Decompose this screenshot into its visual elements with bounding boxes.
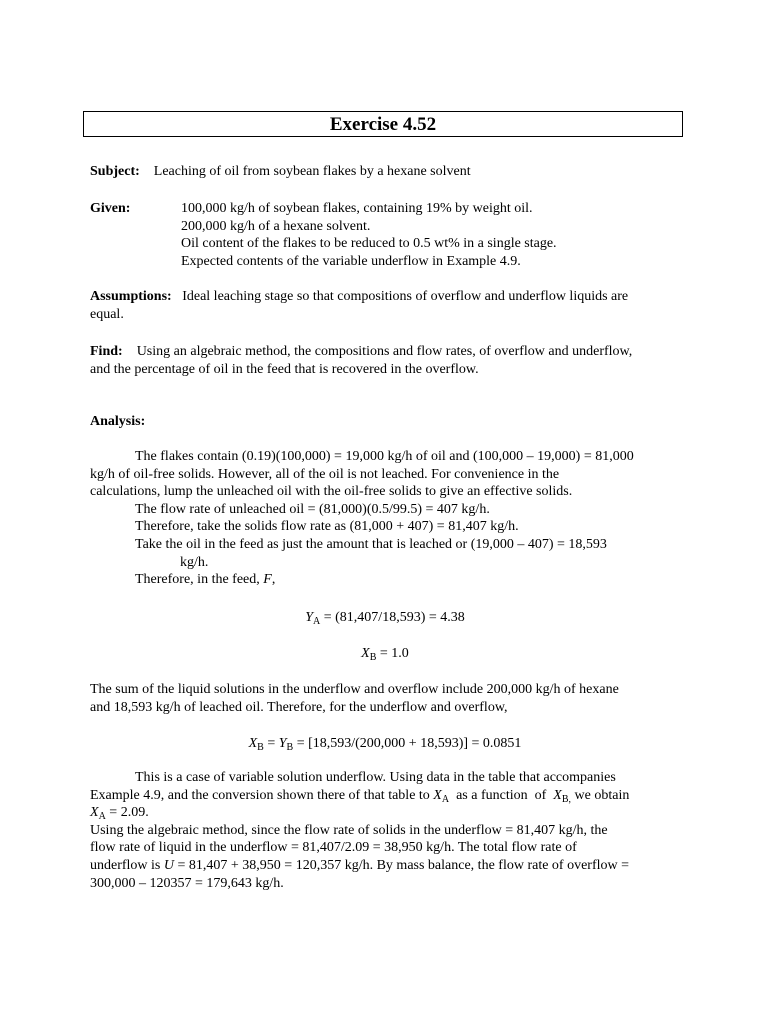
- text-line: The flow rate of unleached oil = (81,000)(0.5/99.5) = 407 kg/h.: [135, 501, 490, 517]
- text-line: kg/h.: [180, 554, 209, 570]
- exercise-title: Exercise 4.52: [83, 111, 683, 137]
- text-line: Example 4.9, and the conversion shown there of that table to $X_A$ as a function of $X_{B,}$ we obtain: [90, 787, 630, 805]
- assumptions-section: [90, 288, 680, 323]
- sum-paragraph: [90, 681, 680, 716]
- text-line: 300,000 – 120357 = 179,643 kg/h.: [90, 875, 284, 891]
- given-item: 200,000 kg/h of a hexane solvent.: [181, 218, 371, 234]
- equation-xb-yb: $X_B = Y_B = [18,593/(200,000 + 18,593)] = 0.0851$: [248, 736, 522, 753]
- final-paragraph: [90, 769, 680, 892]
- given-item: 100,000 kg/h of soybean flakes, containing 19% by weight oil.: [181, 201, 533, 216]
- text-line: Using the algebraic method, since the flow rate of solids in the underflow = 81,407 kg/h, the: [90, 822, 608, 838]
- subject-label: Subject:: [90, 164, 140, 179]
- text-line: Therefore, in the feed, F,: [135, 572, 276, 588]
- equation-ya: $Y_A = (81,407/18,593) = 4.38$: [305, 610, 465, 627]
- text-line: Therefore, take the solids flow rate as (81,000 + 407) = 81,407 kg/h.: [135, 519, 519, 535]
- text-line: calculations, lump the unleached oil with the oil-free solids to give an effective solids.: [90, 484, 573, 500]
- text-line: Take the oil in the feed as just the amount that is leached or (19,000 – 407) = 18,593: [135, 536, 607, 552]
- given-item: Oil content of the flakes to be reduced to 0.5 wt% in a single stage.: [181, 236, 557, 252]
- text-line: underflow is U = 81,407 + 38,950 = 120,357 kg/h. By mass balance, the flow rate of overflow =: [90, 857, 630, 873]
- find-text-2: and the percentage of oil in the feed that is recovered in the overflow.: [90, 361, 479, 377]
- text-line: This is a case of variable solution underflow. Using data in the table that accompanies: [135, 770, 616, 785]
- text-line: $X_A = 2.09$.: [90, 805, 149, 823]
- text-line: and 18,593 kg/h of leached oil. Therefore, for the underflow and overflow,: [90, 699, 508, 715]
- assumptions-text-2: equal.: [90, 306, 124, 322]
- given-list: [181, 200, 681, 270]
- analysis-paragraph-1: [90, 448, 680, 589]
- text-line: flow rate of liquid in the underflow = 81,407/2.09 = 38,950 kg/h. The total flow rate of: [90, 840, 577, 856]
- text-line: The sum of the liquid solutions in the underflow and overflow include 200,000 kg/h of hexane: [90, 682, 619, 697]
- subject-line: [90, 163, 680, 181]
- analysis-heading: Analysis:: [90, 414, 146, 429]
- given-item: Expected contents of the variable underflow in Example 4.9.: [181, 253, 521, 269]
- assumptions-text: Ideal leaching stage so that compositions of overflow and underflow liquids are: [182, 289, 629, 304]
- subject-text: Leaching of oil from soybean flakes by a hexane solvent: [153, 164, 471, 179]
- equation-xb: $X_B = 1.0$: [361, 646, 409, 663]
- find-label: Find:: [90, 344, 123, 359]
- text-line: kg/h of oil-free solids. However, all of the oil is not leached. For convenience in the: [90, 466, 560, 482]
- text-line: The flakes contain (0.19)(100,000) = 19,000 kg/h of oil and (100,000 – 19,000) = 81,000: [135, 449, 634, 464]
- find-text: Using an algebraic method, the compositions and flow rates, of overflow and underflow,: [136, 344, 633, 359]
- given-label: Given:: [90, 201, 131, 216]
- assumptions-label: Assumptions:: [90, 289, 172, 304]
- find-section: [90, 343, 680, 378]
